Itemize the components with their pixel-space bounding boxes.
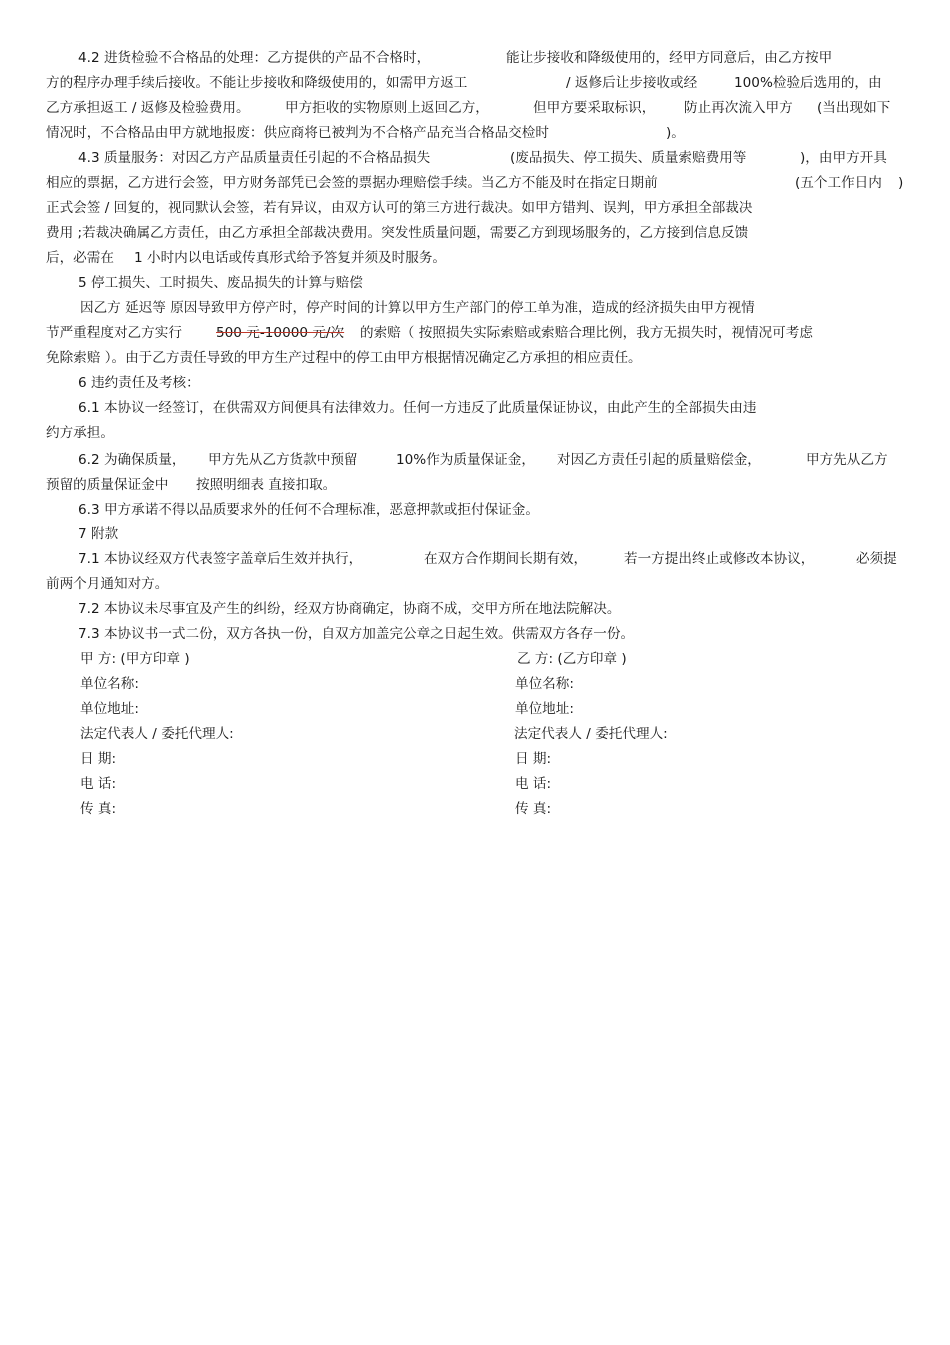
text-segment: )，由甲方开具 — [800, 150, 887, 166]
text-segment: 必须提 — [856, 551, 897, 567]
text-segment: 相应的票据，乙方进行会签，甲方财务部凭已会签的票据办理赔偿手续。当乙方不能及时在指定日期前 — [46, 175, 658, 191]
text-segment: 预留的质量保证金中 — [46, 477, 169, 493]
section-7-heading — [0, 523, 950, 545]
text-segment: 甲方先从乙方货款中预留 — [208, 452, 358, 468]
clause-4-3-line-1 — [0, 147, 950, 169]
text-segment: / 返修后让步接收或经 — [566, 75, 698, 91]
section-6-heading — [0, 372, 950, 394]
party-b-fax-label: 传 真: — [515, 801, 552, 817]
text-segment: (五个工作日内 — [795, 175, 882, 191]
party-a-date-label: 日 期: — [80, 751, 117, 767]
text-segment: 甲方先从乙方 — [806, 452, 888, 468]
section-heading: 7 附款 — [78, 526, 119, 542]
text-segment: 后，必需在 — [46, 250, 114, 266]
text-segment: 4.3 质量服务：对因乙方产品质量责任引起的不合格品损失 — [78, 150, 431, 166]
text-segment: 方的程序办理手续后接收。不能让步接收和降级使用的，如需甲方返工 — [46, 75, 468, 91]
text-segment: 能让步接收和降级使用的，经甲方同意后，由乙方按甲 — [506, 50, 833, 66]
party-b-seal-label: 乙 方: (乙方印章 ) — [517, 651, 627, 667]
text-segment: 6.2 为确保质量， — [78, 452, 186, 468]
section-5-line-2 — [0, 322, 950, 344]
party-b-company-name-label: 单位名称: — [515, 676, 574, 692]
party-b-phone-label: 电 话: — [515, 776, 552, 792]
text-segment: 甲方拒收的实物原则上返回乙方， — [285, 100, 489, 116]
clause-6-3 — [0, 499, 950, 521]
clause-6-1-line-1 — [0, 397, 950, 419]
text-segment: 免除索赔 ）。由于乙方责任导致的甲方生产过程中的停工由甲方根据情况确定乙方承担的相应责任。 — [46, 350, 642, 366]
clause-4-3-line-2 — [0, 172, 950, 194]
section-heading: 5 停工损失、工时损失、废品损失的计算与赔偿 — [78, 275, 363, 291]
party-b-date-label: 日 期: — [515, 751, 552, 767]
clause-4-2-line-2 — [0, 72, 950, 94]
text-segment: (当出现如下 — [817, 100, 891, 116]
clause-4-3-line-3 — [0, 197, 950, 219]
text-segment: 正式会签 / 回复的，视同默认会签，若有异议，由双方认可的第三方进行裁决。如甲方错判、误判，甲方承担全部裁决 — [46, 200, 753, 216]
text-segment: 6.1 本协议一经签订，在供需双方间便具有法律效力。任何一方违反了此质量保证协议，由此产生的全部损失由违 — [78, 400, 757, 416]
text-segment: 对因乙方责任引起的质量赔偿金， — [557, 452, 761, 468]
section-5-heading — [0, 272, 950, 294]
clause-4-3-line-4 — [0, 222, 950, 244]
text-segment: 约方承担。 — [46, 425, 114, 441]
text-segment: 1 小时内以电话或传真形式给予答复并须及时服务。 — [134, 250, 447, 266]
party-b-company-address-label: 单位地址: — [515, 701, 574, 717]
party-a-company-name-label: 单位名称: — [80, 676, 139, 692]
text-segment: 在双方合作期间长期有效， — [424, 551, 588, 567]
clause-7-2 — [0, 598, 950, 620]
section-5-line-1 — [0, 297, 950, 319]
party-b-representative-label: 法定代表人 / 委托代理人: — [514, 726, 668, 742]
party-a-fax-label: 传 真: — [80, 801, 117, 817]
clause-7-3 — [0, 623, 950, 645]
text-segment: ) — [898, 175, 904, 191]
text-segment: 10%作为质量保证金， — [396, 452, 535, 468]
section-heading: 6 违约责任及考核： — [78, 375, 200, 391]
text-segment: (废品损失、停工损失、质量索赔费用等 — [510, 150, 747, 166]
party-a-representative-label: 法定代表人 / 委托代理人: — [80, 726, 234, 742]
text-segment: 情况时，不合格品由甲方就地报废：供应商将已被判为不合格产品充当合格品交检时 — [46, 125, 549, 141]
text-segment: 4.2 进货检验不合格品的处理：乙方提供的产品不合格时， — [78, 50, 431, 66]
struck-text-segment: 500 元-10000 元/次 — [216, 325, 345, 341]
clause-6-2-line-1 — [0, 449, 950, 471]
clause-4-2-line-1 — [0, 47, 950, 69]
text-segment: 节严重程度对乙方实行 — [46, 325, 182, 341]
clause-7-1-line-1 — [0, 548, 950, 570]
text-segment: 乙方承担返工 / 返修及检验费用。 — [46, 100, 250, 116]
text-segment: 100%检验后选用的，由 — [734, 75, 882, 91]
text-segment: )。 — [666, 125, 685, 141]
section-5-line-3 — [0, 347, 950, 369]
text-segment: 7.1 本协议经双方代表签字盖章后生效并执行， — [78, 551, 363, 567]
text-segment: 6.3 甲方承诺不得以品质要求外的任何不合理标准，恶意押款或拒付保证金。 — [78, 502, 539, 518]
text-segment: 7.2 本协议未尽事宜及产生的纠纷，经双方协商确定，协商不成，交甲方所在地法院解决。 — [78, 601, 621, 617]
party-a-company-address-label: 单位地址: — [80, 701, 139, 717]
clause-7-1-line-2 — [0, 573, 950, 595]
party-a-seal-label: 甲 方: (甲方印章 ) — [80, 651, 190, 667]
clause-4-3-line-5 — [0, 247, 950, 269]
text-segment: 因乙方 延迟等 原因导致甲方停产时，停产时间的计算以甲方生产部门的停工单为准，造成的经济损失由甲方视情 — [80, 300, 755, 316]
text-segment: 但甲方要采取标识， — [533, 100, 656, 116]
text-segment: 费用 ;若裁决确属乙方责任，由乙方承担全部裁决费用。突发性质量问题，需要乙方到现场服务的，乙方接到信息反馈 — [46, 225, 749, 241]
text-segment: 的索赔（ 按照损失实际索赔或索赔合理比例，我方无损失时，视情况可考虑 — [360, 325, 813, 341]
party-a-phone-label: 电 话: — [80, 776, 117, 792]
text-segment: 7.3 本协议书一式二份，双方各执一份，自双方加盖完公章之日起生效。供需双方各存一份。 — [78, 626, 635, 642]
clause-6-2-line-2 — [0, 474, 950, 496]
clause-4-2-line-4 — [0, 122, 950, 144]
text-segment: 防止再次流入甲方 — [684, 100, 793, 116]
clause-6-1-line-2 — [0, 422, 950, 444]
text-segment: 前两个月通知对方。 — [46, 576, 169, 592]
text-segment: 若一方提出终止或修改本协议， — [624, 551, 815, 567]
clause-4-2-line-3 — [0, 97, 950, 119]
text-segment: 按照明细表 直接扣取。 — [196, 477, 337, 493]
